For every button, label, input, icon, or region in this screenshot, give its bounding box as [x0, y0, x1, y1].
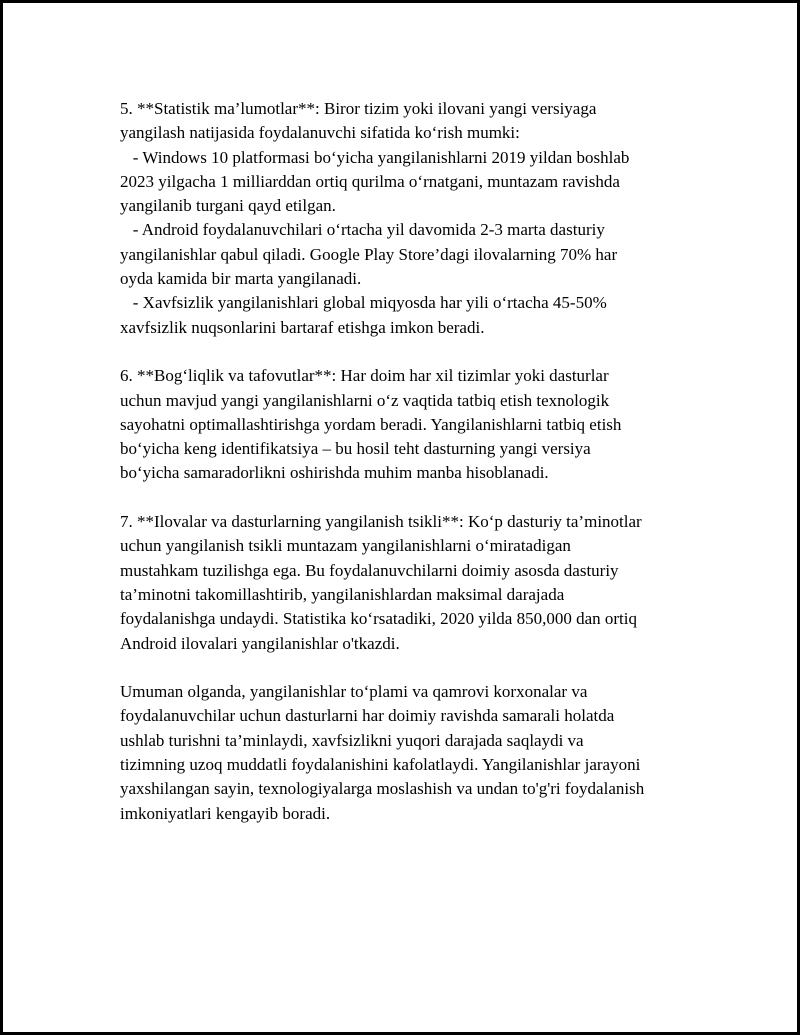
document-body: [120, 97, 700, 850]
text-line: yangilanib turgani qayd etilgan.: [120, 196, 336, 216]
text-line: yangilanishlar qabul qiladi. Google Play Store’dagi ilovalarning 70% har: [120, 244, 618, 264]
text-line: - Android foydalanuvchilari o‘rtacha yil davomida 2-3 marta dasturiy: [120, 220, 605, 240]
text-line: - Windows 10 platformasi bo‘yicha yangilanishlarni 2019 yildan boshlab: [120, 147, 630, 167]
text-line: uchun yangilanish tsikli muntazam yangilanishlarni o‘miratadigan: [120, 536, 571, 556]
text-line: foydalanuvchilar uchun dasturlarni har doimiy ravishda samarali holatda: [120, 706, 615, 726]
text-line: bo‘yicha samaradorlikni oshirishda muhim manba hisoblanadi.: [120, 463, 549, 483]
text-line: 2023 yilgacha 1 milliarddan ortiq qurilma o‘rnatgani, muntazam ravishda: [120, 171, 620, 191]
text-line: Umuman olganda, yangilanishlar to‘plami va qamrovi korxonalar va: [120, 682, 588, 702]
text-line: uchun mavjud yangi yangilanishlarni o‘z vaqtida tatbiq etish texnologik: [120, 390, 610, 410]
paragraph-conclusion: [120, 680, 700, 826]
text-line: sayohatni optimallashtirishga yordam beradi. Yangilanishlarni tatbiq etish: [120, 414, 622, 434]
text-line: bo‘yicha keng identifikatsiya – bu hosil teht dasturning yangi versiya: [120, 439, 591, 459]
text-line: tizimning uzoq muddatli foydalanishini kafolatlaydi. Yangilanishlar jarayoni: [120, 755, 641, 775]
text-line: ushlab turishni ta’minlaydi, xavfsizlikni yuqori darajada saqlaydi va: [120, 730, 584, 750]
text-line: oyda kamida bir marta yangilanadi.: [120, 269, 362, 289]
text-line: yaxshilangan sayin, texnologiyalarga moslashish va undan to'g'ri foydalanish: [120, 779, 645, 799]
text-line: yangilash natijasida foydalanuvchi sifatida ko‘rish mumki:: [120, 123, 520, 143]
text-line: foydalanishga undaydi. Statistika ko‘rsatadiki, 2020 yilda 850,000 dan ortiq: [120, 609, 637, 629]
text-line: mustahkam tuzilishga ega. Bu foydalanuvchilarni doimiy asosda dasturiy: [120, 560, 619, 580]
text-line: xavfsizlik nuqsonlarini bartaraf etishga imkon beradi.: [120, 317, 485, 337]
text-line: Android ilovalari yangilanishlar o'tkazdi.: [120, 633, 400, 653]
text-line: 7. **Ilovalar va dasturlarning yangilanish tsikli**: Ko‘p dasturiy ta’minotlar: [120, 512, 642, 532]
text-line: 6. **Bog‘liqlik va tafovutlar**: Har doim har xil tizimlar yoki dasturlar: [120, 366, 609, 386]
text-line: 5. **Statistik ma’lumotlar**: Biror tizim yoki ilovani yangi versiyaga: [120, 99, 597, 118]
paragraph-update-cycle: [120, 510, 700, 656]
paragraph-relations: [120, 364, 700, 485]
text-line: - Xavfsizlik yangilanishlari global miqyosda har yili o‘rtacha 45-50%: [120, 293, 607, 313]
text-line: ta’minotni takomillashtirib, yangilanishlardan maksimal darajada: [120, 584, 565, 604]
paragraph-statistics: [120, 97, 700, 340]
text-line: imkoniyatlari kengayib boradi.: [120, 803, 331, 823]
